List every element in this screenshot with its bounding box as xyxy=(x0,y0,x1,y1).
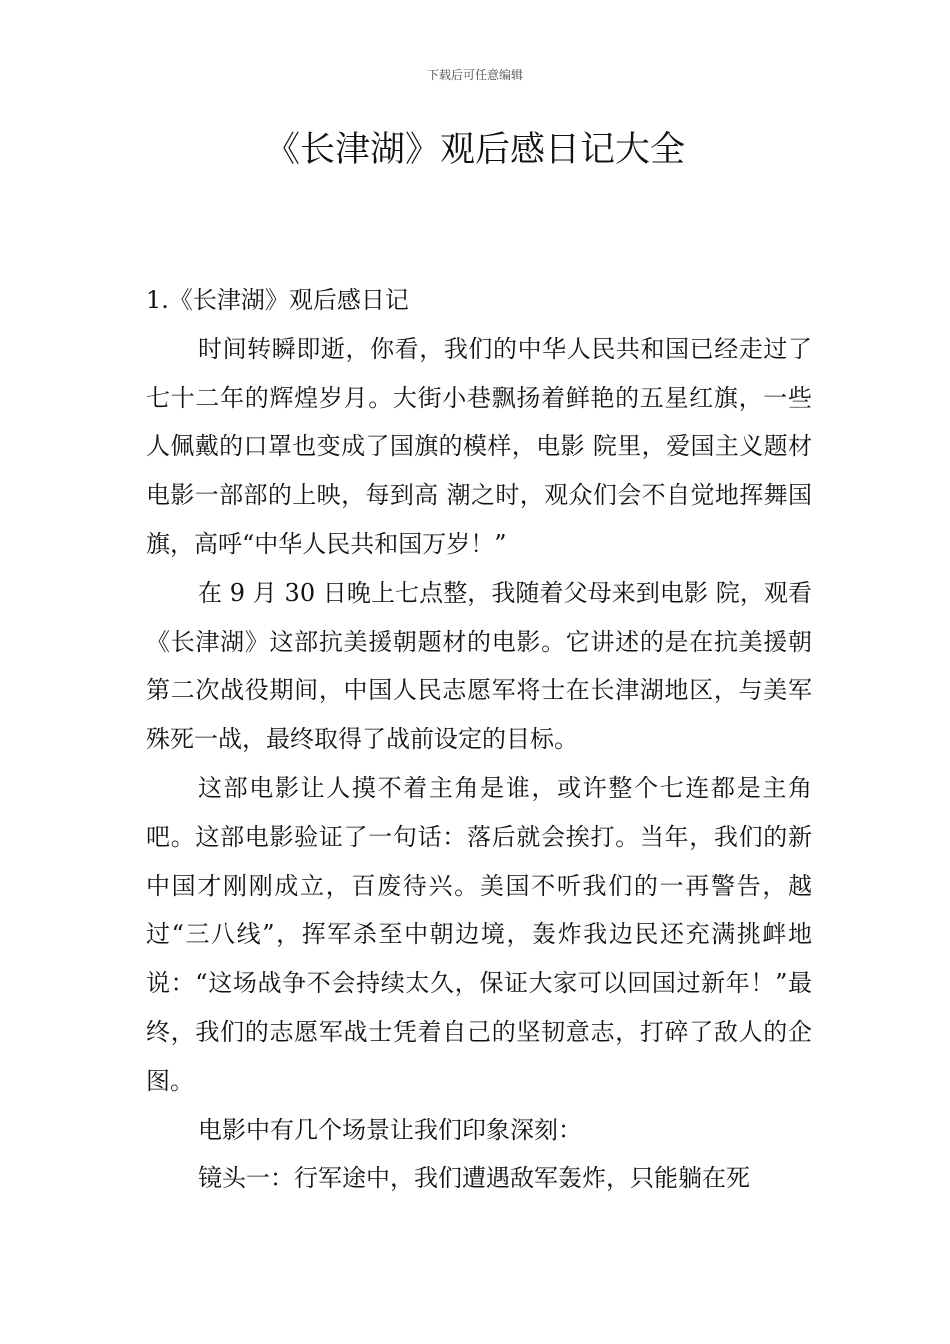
paragraph-3: 这部电影让人摸不着主角是谁，或许整个七连都是主角吧。这部电影验证了一句话：落后就会挨打。当年，我们的新中国才刚刚成立，百废待兴。美国不听我们的一再警告，越过“三八线”，挥军杀至中朝边境，轰炸我边民还充满挑衅地说：“这场战争不会持续太久，保证大家可以回国过新年！”最终，我们的志愿军战士凭着自己的坚韧意志，打碎了敌人的企图。 xyxy=(146,773,812,1095)
document-body xyxy=(146,276,812,1203)
paragraph-1: 时间转瞬即逝，你看，我们的中华人民共和国已经走过了七十二年的辉煌岁月。大街小巷飘扬着鲜艳的五星红旗，一些人佩戴的口罩也变成了国旗的模样，电影 院里，爱国主义题材电影一部部的上映，每到高 潮之时，观众们会不自觉地挥舞国旗，高呼“中华人民共和国万岁！” xyxy=(146,334,812,558)
header-note: 下载后可任意编辑 xyxy=(426,68,523,82)
document-title: 《长津湖》观后感日记大全 xyxy=(264,130,685,170)
paragraph-5: 镜头一：行军途中，我们遭遇敌军轰炸，只能躺在死 xyxy=(198,1164,750,1193)
section-heading: 1.《长津湖》观后感日记 xyxy=(146,286,409,314)
paragraph-4: 电影中有几个场景让我们印象深刻： xyxy=(198,1115,582,1144)
paragraph-2: 在 9 月 30 日晚上七点整，我随着父母来到电影 院，观看《长津湖》这部抗美援朝题材的电影。它讲述的是在抗美援朝第二次战役期间，中国人民志愿军将士在长津湖地区，与美军殊死一战，最终取得了战前设定的目标。 xyxy=(146,578,812,754)
